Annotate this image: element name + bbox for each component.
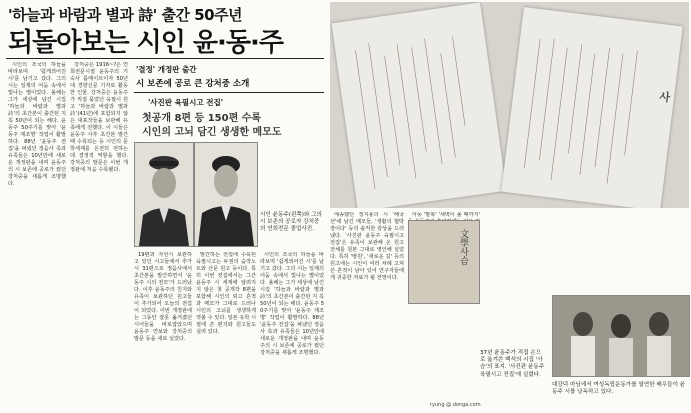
article-kicker: '하늘과 바람과 별과 詩' 출간 50주년 [8, 6, 243, 24]
article-headline: 되돌아보는 시인 윤·동·주 [8, 28, 284, 58]
body-text: 시인의 조국의 하늘을 바라보며 '쉽게씌어진 시'를 남기고 갔다. 그의 시는 일제의 어둠 속에서 빛나는 별이었다. 올해는 그가 세상에 남긴 시집 '하늘과 바람과 별과 詩'의 초간본이 출간된 지 꼭 50년이 되는 해다. 윤동주 50주기를 맞아 '윤동주 재조명' 작업이 활발하다. 88년 '윤동주 전집'을 펴냈던 정음사 측과 유족들은 10년만에 새로운 개정판을 내며 윤동주의 시 보존에 공로가 컸던 강처중을 새롭게 조명했다. [8, 62, 66, 187]
manuscript-page-head: 사 [658, 90, 671, 105]
portrait-caption: 시인 윤동주(왼쪽)와 그의 시 보존의 공로자 강처중의 연희전문 졸업사진. [260, 212, 322, 233]
film-caption: 대강덕 마님에서 여성독립운동가를 열연한 배우들이 윤동주 시를 낭독하고 있다. [552, 382, 686, 396]
reporter-credit: ryung @ donga.com [430, 402, 481, 408]
manuscript-caption: 37년 윤동주가 직접 손으로 옮겨쓴 백석의 시집 '사슴'의 표지. '사진판 윤동주 육필시고 전집'에 실렸다. [480, 350, 545, 378]
subhead-1: 시 보존에 공로 큰 강처중 소개 [136, 79, 250, 89]
body-text: 아동 '팔복' '새벽이 올 때까지' [412, 212, 480, 218]
subhead-2-line-1: 첫공개 8편 등 150편 수록 [142, 113, 262, 124]
portrait-photo-yun [134, 142, 194, 247]
subhead-2-line-2: 시인의 고뇌 담긴 생생한 메모도 [142, 127, 282, 138]
body-text: 애송했던 정지용의 시 '해국선'에 남긴 메모들, '생활의 협박장이다' 등의 솔직한 감상을 드러냈다. '사진판 윤동주 육필시고 전집'은 유족이 보관해 온 원고 전체를 원본 그대로 영인해 실었다. 특히 '병원', '새로운 길' 등의 원고에는 시인이 여러 차례 고쳐 쓴 흔적이 남아 있어 연구자들에게 귀중한 자료가 될 전망이다. [330, 212, 404, 281]
body-text: 강처중은 1916~?은 연희전문시절 윤동주의 기숙사 룸메이트이자 50년대 경향신문 기자로 활동한 인물. 강처중은 윤동주가 직접 묶었던 육필시 원고 '하늘과 바람과 별과 詩'(41년)에 포함되지 않은 대표작들을 보관해 유족에게 전했다. 이 시들은 윤동주 사후 초간본 발간 때 수록되는 등 시인의 문학세계를 온전히 전하는 데 결정적 역할을 했다. 강처중의 발문은 이번 개정판에 처음 수록됐다. [70, 62, 128, 173]
text-column-4b [260, 252, 324, 407]
text-column-4 [196, 252, 256, 407]
film-still-photo [552, 295, 690, 377]
manuscript-photo [330, 2, 689, 208]
body-text: 19편과 자선시 보관하고 있던 시고들에서 추가 시 31편으로 정음사에서 초간본을 발간하면서 '윤동주 시의 전모'가 드러났다. 이후 윤동주의 친지와 유족이 보관하던 원고들이 추가되어 오늘의 전집이 되었다. 이번 개정판에는 그동안 잘못 옮겨졌던 시어들을 바로잡았으며 윤동주 연보와 강처중의 발문 등을 새로 실었다. [134, 252, 192, 342]
manuscript-page-right [501, 7, 682, 208]
manuscript-page-left [332, 2, 507, 208]
subhead-tag-1: '결정' 개정판 출간 [136, 65, 197, 74]
text-column-2 [70, 62, 128, 407]
manuscript-cover-title: 文學사슴 [458, 229, 468, 265]
text-column-3 [134, 252, 192, 407]
subhead-tag-2: '사진판 육필시고 전집' [148, 98, 224, 107]
body-text: 시인의 조국의 하늘을 바라보며 '쉽게씌어진 시'를 남기고 갔다. 그의 시는 일제의 어둠 속에서 빛나는 별이었다. 올해는 그가 세상에 남긴 시집 '하늘과 바람과 별과 詩'의 초간본이 출간된 지 꼭 50년이 되는 해다. 윤동주 50주기를 맞아 '윤동주 재조명' 작업이 활발하다. 88년 '윤동주 전집'을 펴냈던 정음사 측과 유족들은 10년만에 새로운 개정판을 내며 윤동주의 시 보존에 공로가 컸던 강처중을 새롭게 조명했다. [260, 252, 324, 356]
text-column-1 [8, 62, 66, 407]
headline-rule [6, 58, 324, 59]
subhead-rule [134, 92, 324, 93]
portrait-photo-kang [194, 142, 258, 247]
text-column-5 [330, 212, 404, 407]
body-text: 발간하는 전집에 수록된 육필시고는 두권의 습작노트와 산문 원고 등이다. 특히 이번 전집에서는 그간 윤동주 시 세계에 알려지지 않은 첫 공개작 8편을 포함해 시인의 퇴고 흔적과 메모가 그대로 드러나 시인의 고뇌를 생생하게 엿볼 수 있다. 일본 유학 시절에 쓴 편지와 원고들도 실려 있다. [196, 252, 256, 335]
manuscript-cover-photo [408, 220, 480, 304]
